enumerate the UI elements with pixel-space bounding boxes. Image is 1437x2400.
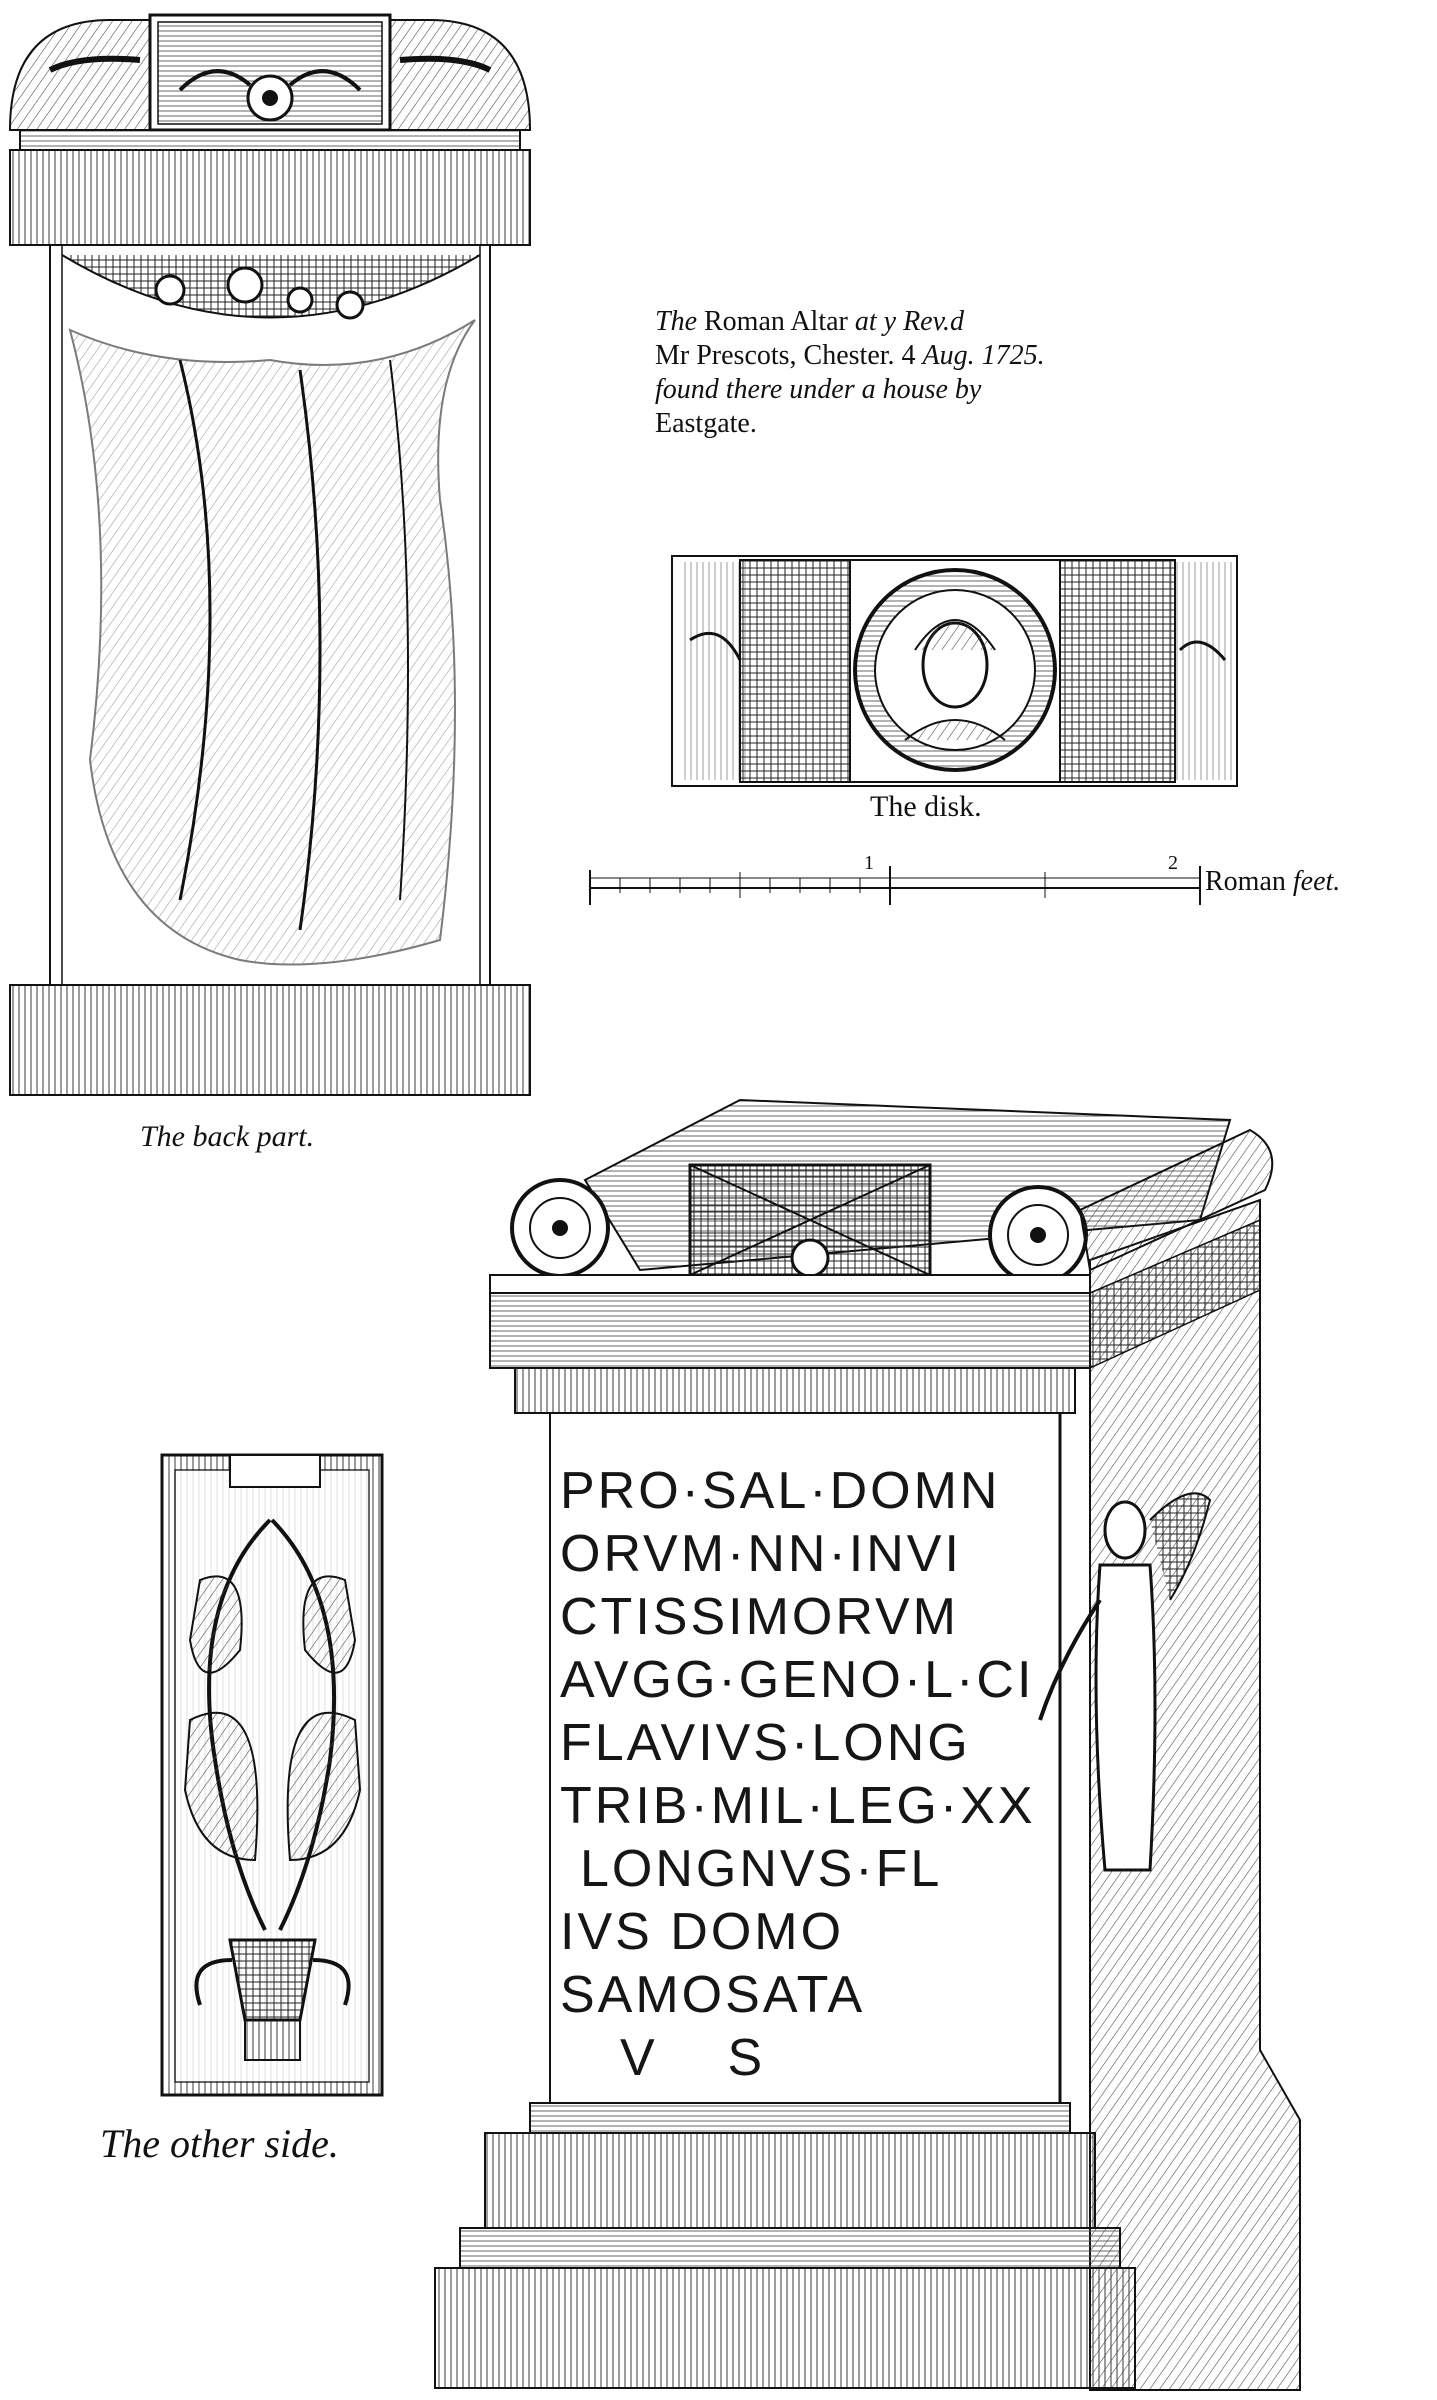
caption-disk: The disk. [870,790,982,823]
title-prescots: Mr Prescots, Chester. 4 [655,340,916,371]
title-the: The [655,306,697,337]
inscription-line: PRO·SAL·DOMN [560,1462,1001,1520]
inscription-line: V S [620,2029,766,2087]
scale-unit [1205,866,1340,898]
inscription-line: TRIB·MIL·LEG·XX [560,1777,1036,1835]
altar-inscription [560,1460,1036,2090]
scale-unit-feet: feet. [1292,866,1341,897]
inscription-line: AVGG·GENO·L·CI [560,1651,1035,1709]
title-found: found there under a house by [655,374,982,405]
scale-unit-roman: Roman [1205,866,1286,897]
caption-back-part: The back part. [140,1120,315,1153]
inscription-line: SAMOSATA [560,1966,866,2024]
title-at-rev: at y Rev.d [854,306,964,337]
caption-other-side: The other side. [100,2121,339,2166]
inscription-line: FLAVIVS·LONG [560,1714,971,1772]
scale-tick-1: 1 [864,852,874,874]
title-date: Aug. 1725. [922,340,1045,371]
title-roman-altar: Roman Altar [704,306,848,337]
title-eastgate: Eastgate. [655,408,757,439]
scale-bar [590,866,1200,905]
plate-title [655,305,1115,441]
inscription-line: IVS DOMO [560,1903,845,1961]
back-part-altar [10,15,530,1095]
other-side-panel [162,1455,382,2095]
inscription-line: CTISSIMORVM [560,1588,959,1646]
inscription-line: LONGNVS·FL [580,1840,943,1898]
disk-relief [672,556,1237,786]
inscription-line: ORVM·NN·INVI [560,1525,962,1583]
scale-tick-2: 2 [1168,852,1178,874]
